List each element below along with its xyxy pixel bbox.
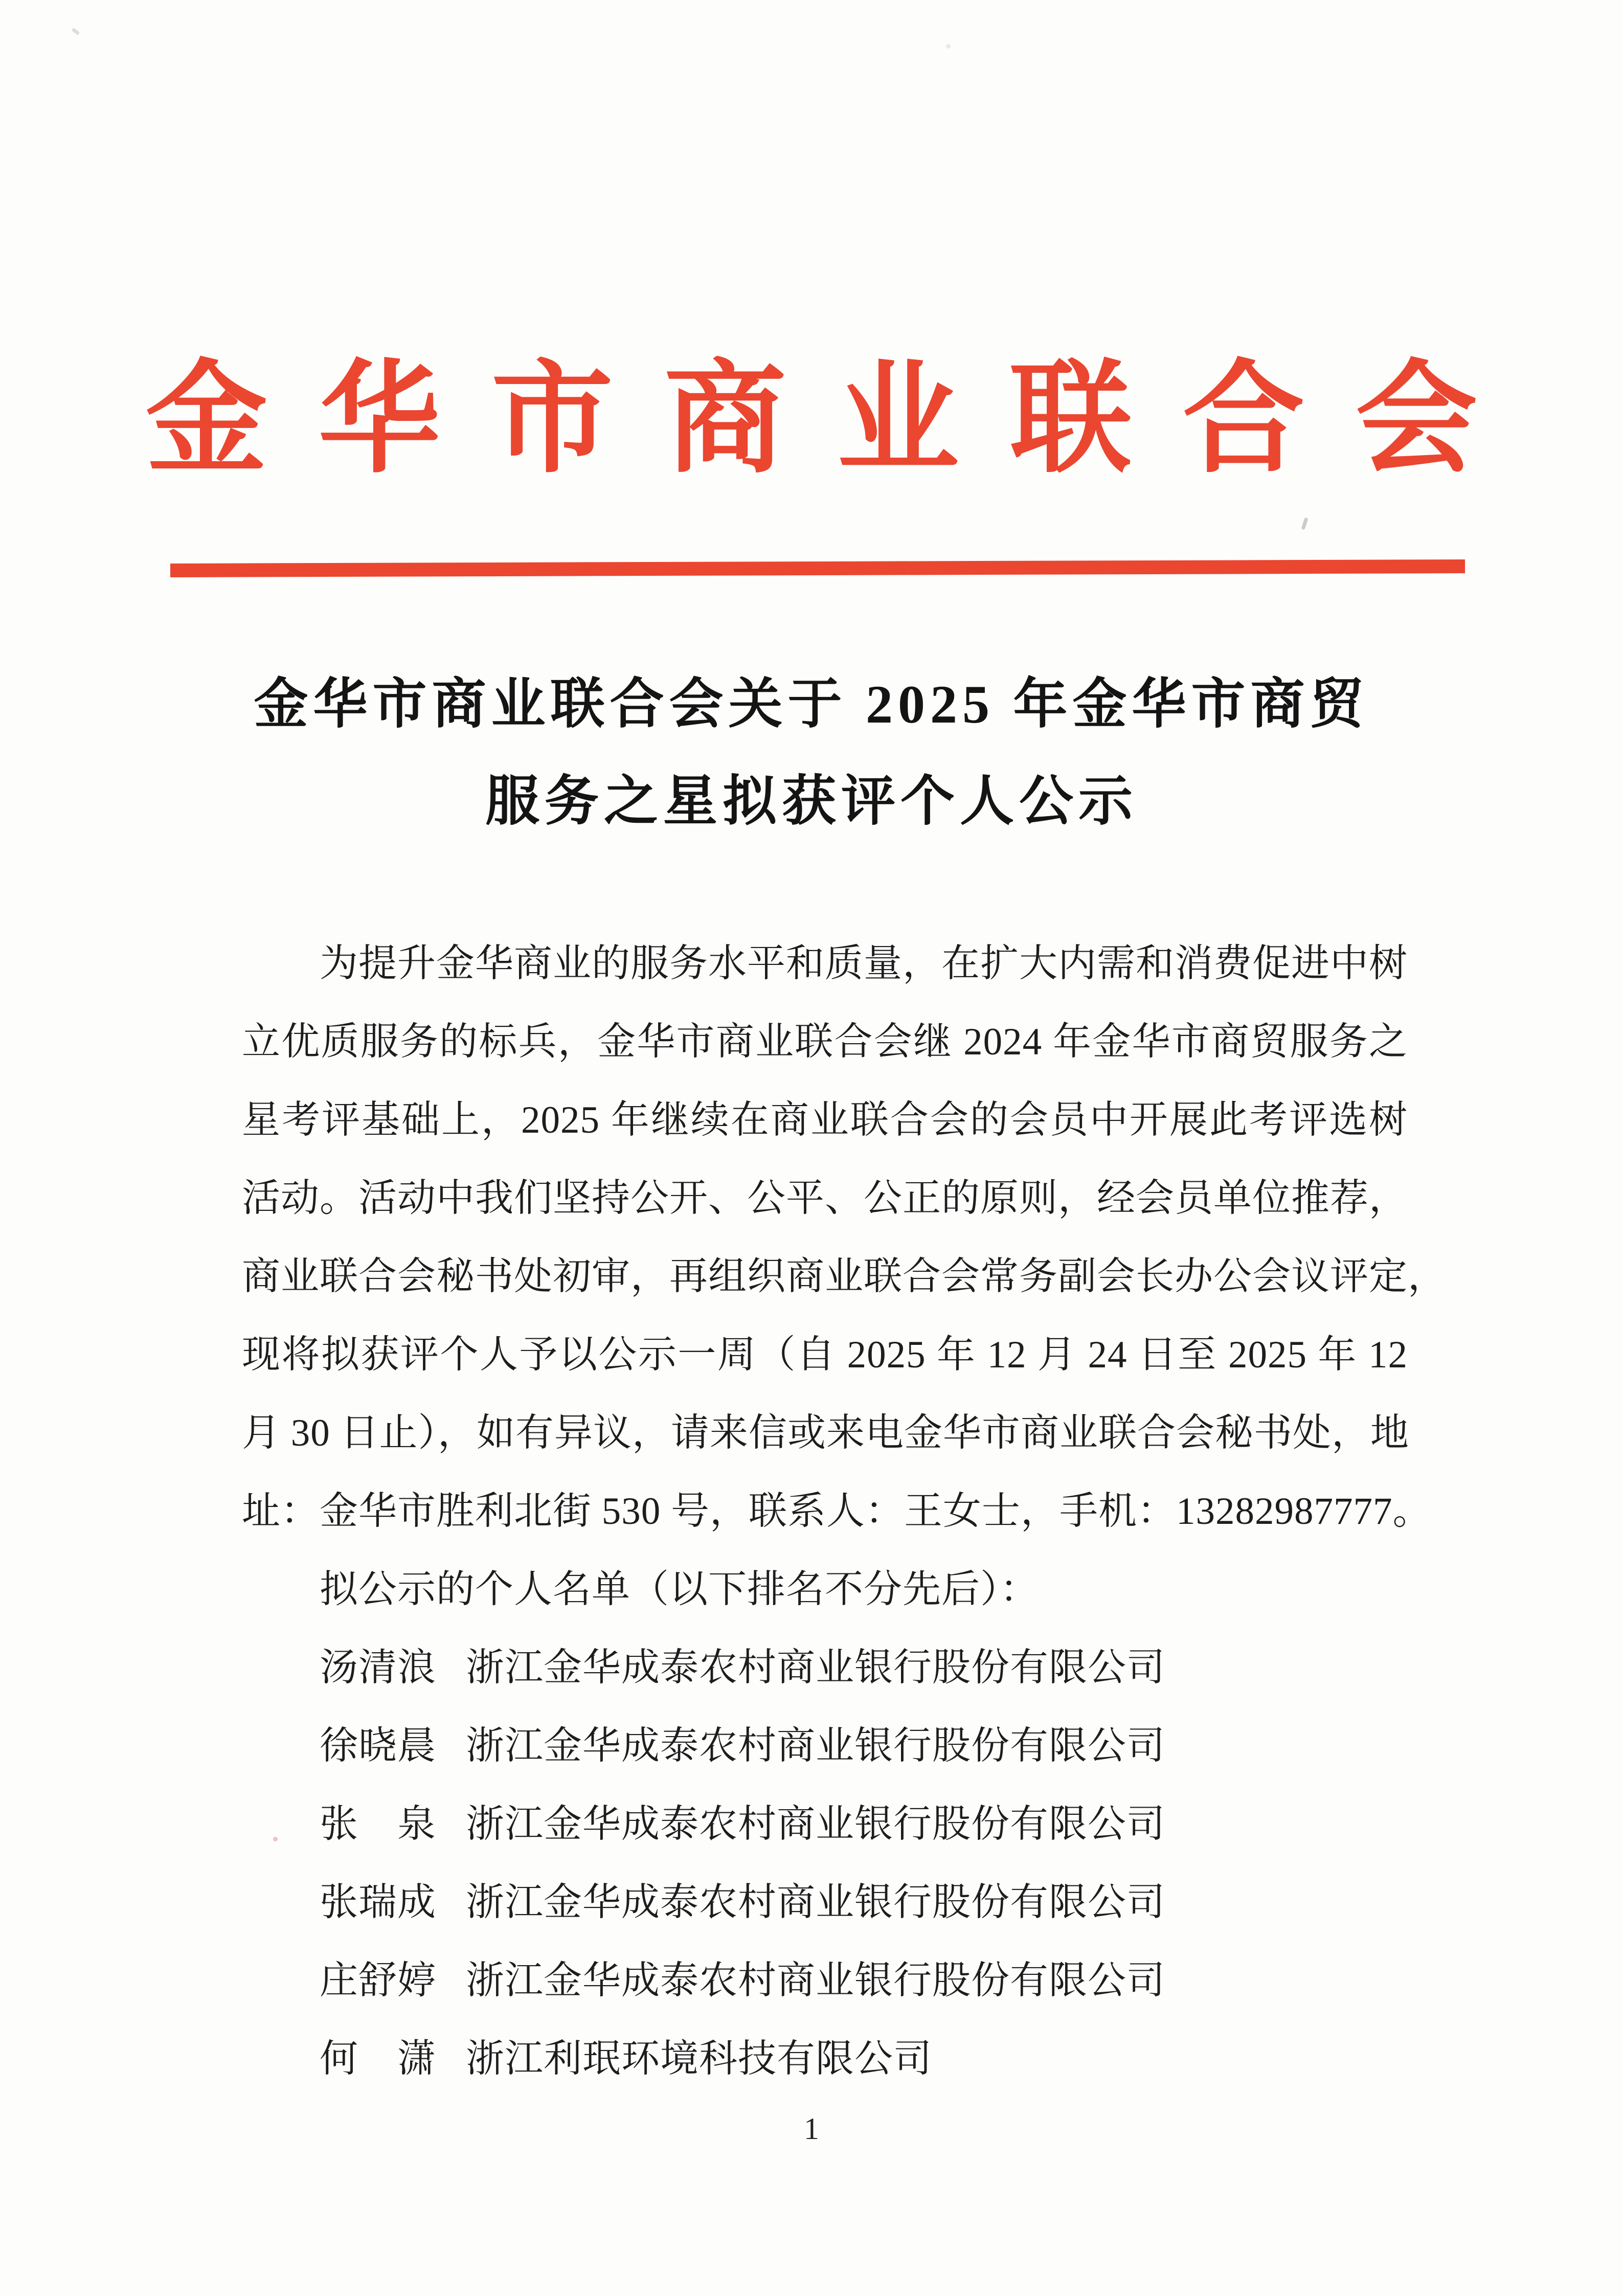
paragraph-line: 为提升金华商业的服务水平和质量，在扩大内需和消费促进中树 <box>320 942 1408 985</box>
awardee-list-intro: 拟公示的个人名单（以下排名不分先后）： <box>320 1568 1039 1611</box>
awardee-row <box>242 1629 1408 1707</box>
paragraph-line: 现将拟获评个人予以公示一周（自 2025 年 12 月 24 日至 2025 年 12 <box>242 1334 1408 1376</box>
paragraph-line: 立优质服务的标兵，金华市商业联合会继 2024 年金华市商贸服务之 <box>242 1021 1408 1063</box>
paragraph-line: 月 30 日止），如有异议，请来信或来电金华市商业联合会秘书处，地 <box>242 1412 1410 1454</box>
document-body <box>242 925 1447 2098</box>
awardee-name: 张瑞成 <box>320 1881 437 1924</box>
awardee-company: 浙江金华成泰农村商业银行股份有限公司 <box>466 1647 1166 1689</box>
awardee-name: 张 泉 <box>320 1803 437 1845</box>
scan-speck <box>946 44 951 49</box>
awardee-row <box>242 1942 1408 2020</box>
awardee-name: 何 潇 <box>320 2038 437 2080</box>
awardee-name: 汤清浪 <box>320 1647 437 1689</box>
paragraph-line: 商业联合会秘书处初审，再组织商业联合会常务副会长办公会议评定， <box>242 1255 1447 1298</box>
awardee-company: 浙江利珉环境科技有限公司 <box>466 2038 933 2080</box>
awardee-company: 浙江金华成泰农村商业银行股份有限公司 <box>466 1960 1166 2002</box>
scan-speck <box>1301 517 1308 530</box>
document-title <box>0 656 1623 850</box>
awardee-name: 庄舒婷 <box>320 1960 437 2002</box>
awardee-row <box>242 1785 1408 1863</box>
awardee-name: 徐晓晨 <box>320 1725 437 1767</box>
awardee-company: 浙江金华成泰农村商业银行股份有限公司 <box>466 1803 1166 1845</box>
paragraph-line: 星考评基础上，2025 年继续在商业联合会的会员中开展此考评选树 <box>242 1099 1408 1141</box>
paragraph-line: 址：金华市胜利北街 530 号，联系人：王女士，手机：13282987777。 <box>242 1490 1432 1533</box>
awardee-row <box>242 2020 1408 2098</box>
awardee-company: 浙江金华成泰农村商业银行股份有限公司 <box>466 1725 1166 1767</box>
paragraph-line: 活动。活动中我们坚持公开、公平、公正的原则，经会员单位推荐， <box>242 1177 1408 1220</box>
awardee-row <box>242 1863 1408 1942</box>
document-title-line1: 金华市商业联合会关于 2025 年金华市商贸 <box>254 674 1369 734</box>
document-title-line2: 服务之星拟获评个人公示 <box>485 772 1138 831</box>
awardee-row <box>242 1707 1408 1785</box>
letterhead-title: 金华市商业联合会 <box>146 353 1528 487</box>
page-number: 1 <box>804 2112 819 2146</box>
awardee-company: 浙江金华成泰农村商业银行股份有限公司 <box>466 1881 1166 1924</box>
letterhead-divider-rule <box>170 559 1465 577</box>
scan-speck <box>72 28 80 35</box>
